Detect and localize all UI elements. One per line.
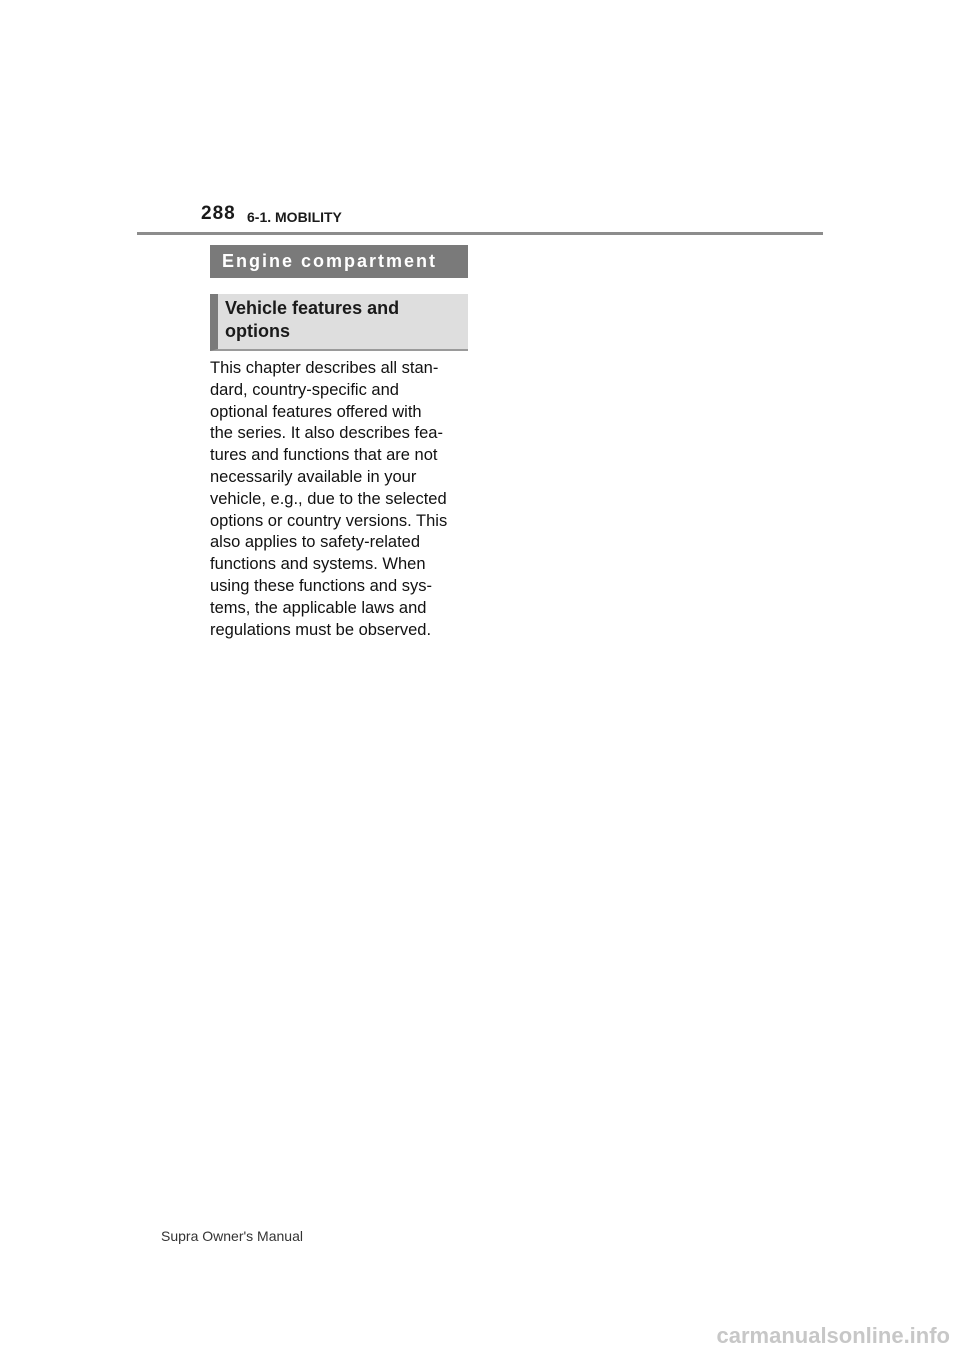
body-line: regulations must be observed. [210,620,432,639]
subheading-title [225,297,460,343]
body-line: optional features offered with [210,402,422,421]
section-title-bar [210,245,468,278]
body-paragraph [210,358,472,641]
body-line: This chapter describes all stan- [210,359,439,377]
body-line: vehicle, e.g., due to the selected [210,489,447,508]
footer-manual-name: Supra Owner's Manual [161,1228,303,1244]
body-line: options or country versions. This [210,511,448,530]
body-line: using these functions and sys- [210,576,432,595]
subheading-line: options [225,321,290,341]
watermark: carmanualsonline.info [716,1323,950,1348]
body-line: necessarily available in your [210,467,417,486]
header-divider [137,232,823,235]
body-line: also applies to safety-related [210,533,421,552]
section-label: 6-1. MOBILITY [247,209,342,225]
body-line: dard, country-specific and [210,380,399,399]
subheading-box [210,294,468,351]
page-number: 288 [201,203,236,224]
section-title: Engine compartment [222,251,438,271]
subheading-line: Vehicle features and [225,298,400,318]
body-line: tems, the applicable laws and [210,598,427,617]
body-line: tures and functions that are not [210,446,438,465]
body-line: the series. It also describes fea- [210,424,443,443]
body-line: functions and systems. When [210,555,426,574]
